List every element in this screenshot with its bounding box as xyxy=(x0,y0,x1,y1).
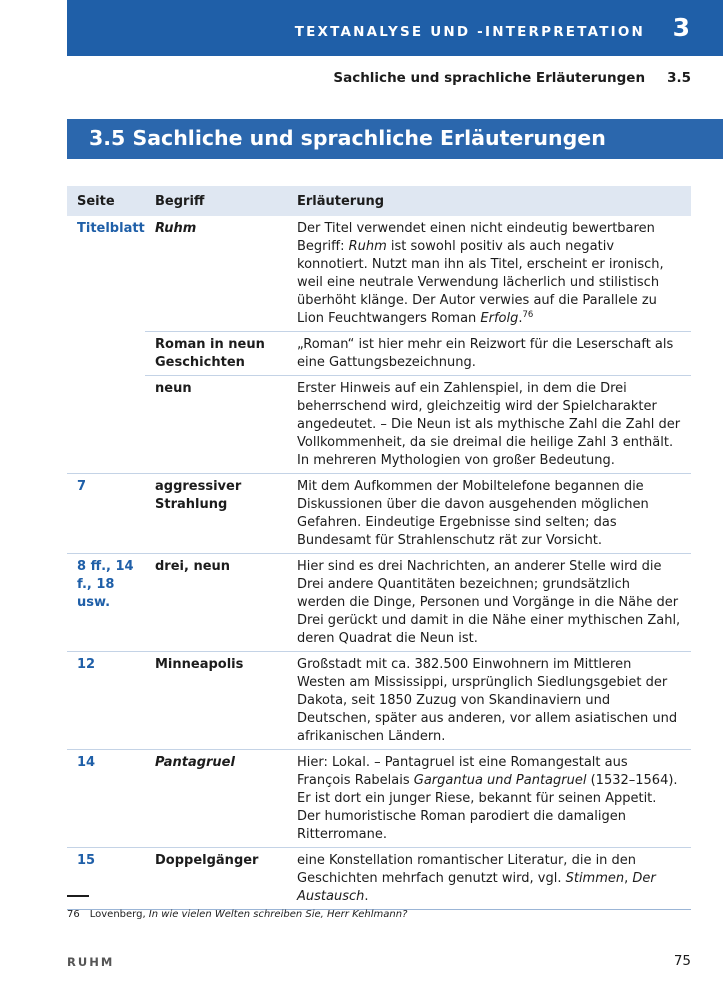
row-page: 12 xyxy=(67,652,145,750)
footnote-number: 76 xyxy=(67,909,80,920)
chapter-header-band xyxy=(67,0,723,56)
table-row xyxy=(67,750,691,848)
row-page xyxy=(67,332,145,376)
table-row xyxy=(67,332,691,376)
row-explanation: Erster Hinweis auf ein Zahlenspiel, in dem die Drei beherrschend wird, gleichzeitig wird der Spielcharakter angedeutet. – Die Neun ist als mythische Zahl die Zahl der Vollkommenheit, da sie dreimal die heilige Zahl 3 enthält. In mehreren Mythologien von großer Bedeutung. xyxy=(287,376,691,474)
row-explanation: Hier: Lokal. – Pantagruel ist eine Romangestalt aus François Rabelais Gargantua und Pantagruel (1532–1564). Er ist dort ein junger Riese, bekannt für seinen Appetit. Der humoristische Roman parodiert die damaligen Ritterromane. xyxy=(287,750,691,848)
row-page: Titelblatt xyxy=(77,221,145,236)
table-row xyxy=(67,474,691,554)
section-heading-band xyxy=(67,119,723,159)
section-title: 3.5 Sachliche und sprachliche Erläuterungen xyxy=(89,126,606,150)
row-page: 15 xyxy=(67,848,145,910)
running-head xyxy=(333,70,691,86)
running-head-number: 3.5 xyxy=(667,70,691,86)
row-term: aggressiver Strahlung xyxy=(145,474,287,554)
column-header-begriff: Begriff xyxy=(145,186,287,216)
row-term: Ruhm xyxy=(155,221,197,236)
row-explanation: eine Konstellation romantischer Literatur, die in den Geschichten mehrfach genutzt wird, vgl. Stimmen, Der Austausch. xyxy=(287,848,691,910)
row-page: 8 ff., 14 f., 18 usw. xyxy=(67,554,145,652)
footnote xyxy=(67,909,407,920)
row-term: Pantagruel xyxy=(145,750,287,848)
row-term: Doppelgänger xyxy=(145,848,287,910)
row-page: 7 xyxy=(67,474,145,554)
table-row xyxy=(67,652,691,750)
row-explanation: „Roman“ ist hier mehr ein Reizwort für die Leserschaft als eine Gattungsbezeichnung. xyxy=(287,332,691,376)
row-explanation: Mit dem Aufkommen der Mobiltelefone begannen die Diskussionen über die davon ausgehenden möglichen Gefahren. Eindeutige Ergebnisse sind selten; das Bundesamt für Strahlenschutz rät zur Vorsicht. xyxy=(287,474,691,554)
row-page: 14 xyxy=(67,750,145,848)
running-head-title: Sachliche und sprachliche Erläuterungen xyxy=(333,70,646,86)
footnote-rule xyxy=(67,895,89,897)
chapter-title: TEXTANALYSE UND -INTERPRETATION xyxy=(294,24,645,40)
row-page xyxy=(67,376,145,474)
row-explanation: Der Titel verwendet einen nicht eindeutig bewertbaren Begriff: Ruhm ist sowohl positiv als auch negativ konnotiert. Nutzt man ihn als Titel, erscheint er ironisch, weil eine neutrale Verwendung lächerlich und stilistisch überhöht klänge. Der Autor verwies auf die Parallele zu Lion Feuchtwangers Roman Erfolg.$^{76}$ xyxy=(297,221,664,326)
footnote-reference[interactable]: 76 xyxy=(522,310,534,320)
column-header-seite: Seite xyxy=(67,186,145,216)
table-row xyxy=(67,376,691,474)
column-header-erlaeuterung: Erläuterung xyxy=(287,186,691,216)
row-term: Roman in neun Geschichten xyxy=(145,332,287,376)
table-row xyxy=(67,554,691,652)
glossary-table xyxy=(67,186,691,910)
table-row xyxy=(67,848,691,910)
footnote-author: Lovenberg, xyxy=(89,909,149,920)
row-term: Minneapolis xyxy=(145,652,287,750)
row-explanation: Hier sind es drei Nachrichten, an anderer Stelle wird die Drei andere Quantitäten bezeichnen; grundsätzlich werden die Dinge, Personen und Vorgänge in die Nähe der Drei gerückt und damit in die Nähe einer mythischen Zahl, deren Quadrat die Neun ist. xyxy=(287,554,691,652)
footer-book-title: RUHM xyxy=(67,955,115,969)
footnote-title: In wie vielen Welten schreiben Sie, Herr Kehlmann? xyxy=(148,909,408,920)
table-header-row xyxy=(67,186,691,216)
chapter-number: 3 xyxy=(672,13,690,42)
row-term: drei, neun xyxy=(145,554,287,652)
row-term: neun xyxy=(145,376,287,474)
table-row xyxy=(67,216,691,332)
row-explanation: Großstadt mit ca. 382.500 Einwohnern im Mittleren Westen am Mississippi, ursprünglich Siedlungsgebiet der Dakota, seit 1850 Zuzug von Skandinaviern und Deutschen, später aus anderen, vor allem asiatischen und afrikanischen Ländern. xyxy=(287,652,691,750)
page-number: 75 xyxy=(673,953,691,969)
